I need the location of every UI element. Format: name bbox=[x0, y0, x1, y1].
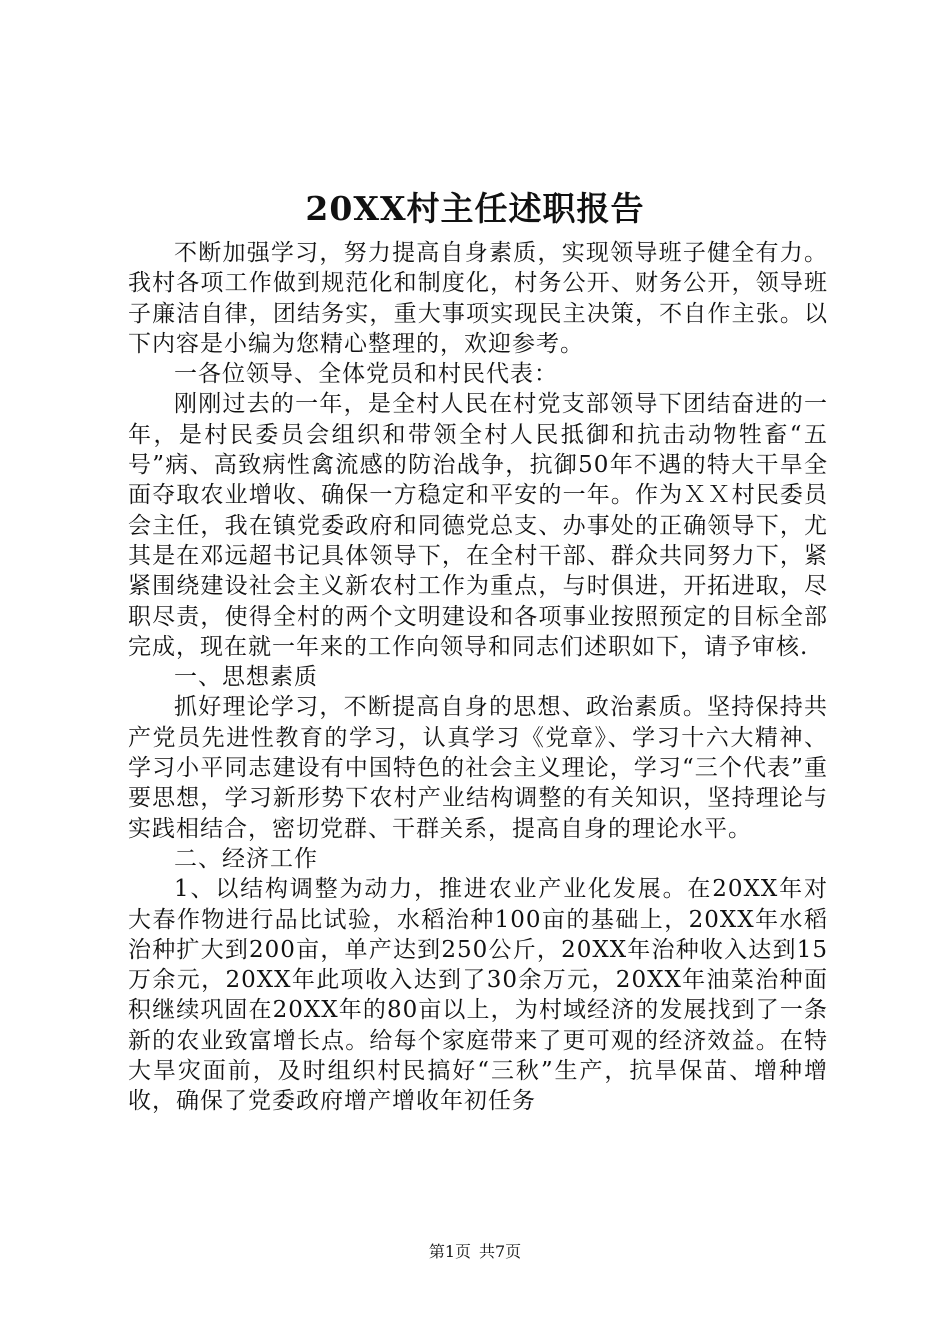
document-title: 20XX村主任述职报告 bbox=[305, 189, 645, 228]
paragraph-ideology: 抓好理论学习，不断提高自身的思想、政治素质。坚持保持共产党员先进性教育的学习，认真学习《党章》、学习十六大精神、学习小平同志建设有中国特色的社会主义理论，学习“三个代表”重要思想，学习新形势下农村产业结构调整的有关知识，坚持理论与实践相结合，密切党群、干群关系，提高自身的理论水平。 bbox=[128, 694, 828, 842]
section-heading-ideology: 一、思想素质 bbox=[174, 664, 318, 691]
paragraph-intro: 不断加强学习，努力提高自身素质，实现领导班子健全有力。我村各项工作做到规范化和制度化，村务公开、财务公开，领导班子廉洁自律，团结务实，重大事项实现民主决策，不自作主张。以下内容是小编为您精心整理的，欢迎参考。 bbox=[128, 240, 828, 357]
document-body bbox=[128, 238, 828, 1117]
paragraph-overview: 刚刚过去的一年，是全村人民在村党支部领导下团结奋进的一年，是村民委员会组织和带领全村人民抵御和抗击动物牲畜“五号”病、高致病性禽流感的防治战争，抗御50年不遇的特大干旱全面夺取农业增收、确保一方稳定和平安的一年。作为ＸＸ村民委员会主任，我在镇党委政府和同德党总支、办事处的正确领导下，尤其是在邓远超书记具体领导下，在全村干部、群众共同努力下，紧紧围绕建设社会主义新农村工作为重点，与时俱进，开拓进取，尽职尽责，使得全村的两个文明建设和各项事业按照预定的目标全部完成，现在就一年来的工作向领导和同志们述职如下，请予审核. bbox=[128, 391, 828, 660]
paragraph-economy: 1、以结构调整为动力，推进农业产业化发展。在20XX年对大春作物进行品比试验，水稻治种100亩的基础上，20XX年水稻治种扩大到200亩，单产达到250公斤，20XX年治种收入达到15万余元，20XX年此项收入达到了30余万元，20XX年油菜治种面积继续巩固在20XX年的80亩以上，为村域经济的发展找到了一条新的农业致富增长点。给每个家庭带来了更可观的经济效益。在特大旱灾面前，及时组织村民搞好“三秋”生产，抗旱保苗、增种增收，确保了党委政府增产增收年初任务 bbox=[128, 876, 828, 1115]
paragraph-salutation: 一各位领导、全体党员和村民代表： bbox=[174, 361, 558, 388]
page-footer bbox=[0, 1240, 950, 1264]
page-number: 第1页 bbox=[428, 1242, 471, 1261]
section-heading-economy: 二、经济工作 bbox=[174, 845, 318, 872]
page-count: 共7页 bbox=[479, 1242, 522, 1261]
